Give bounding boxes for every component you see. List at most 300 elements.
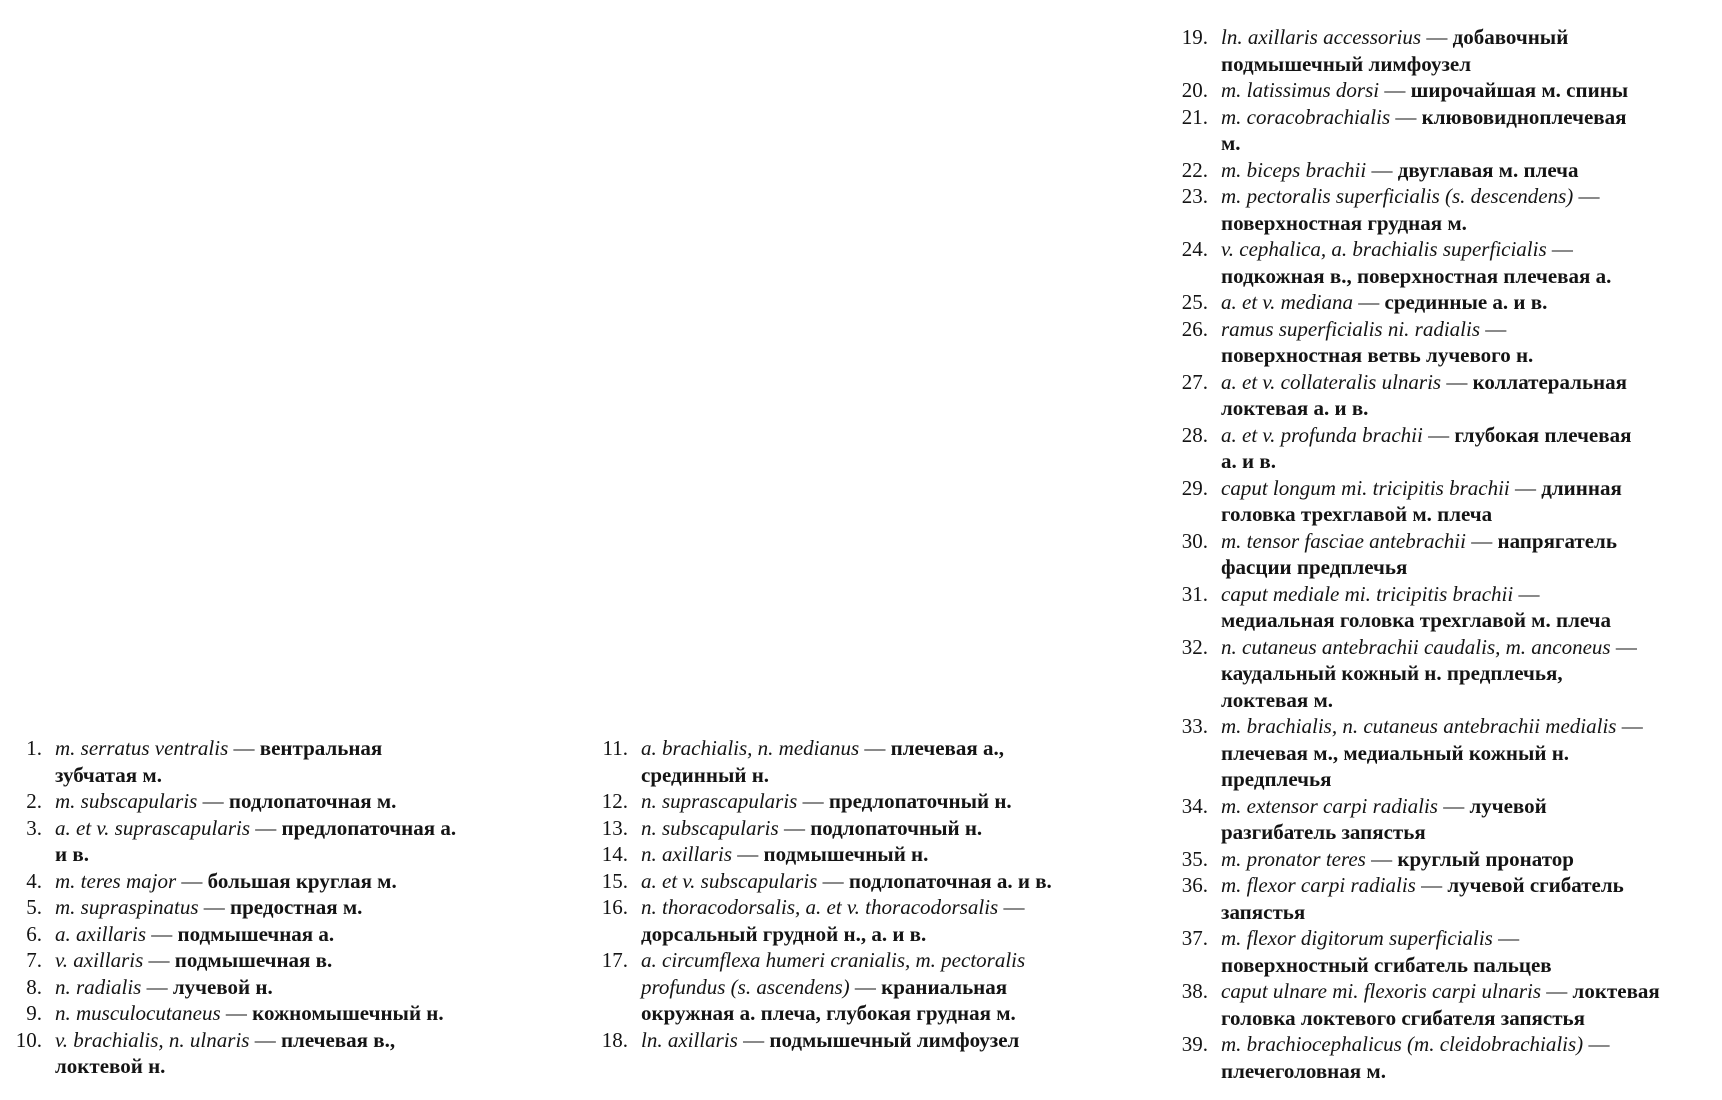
item-number: 19.: [1181, 25, 1208, 49]
item-line: [55, 974, 273, 1001]
item-number: 31.: [1181, 581, 1208, 606]
item-number: 11.: [602, 736, 628, 760]
russian-term: подмышечная а.: [177, 921, 335, 946]
item-body: [1221, 713, 1643, 793]
latin-term: a. brachialis, n. medianus: [641, 736, 860, 760]
latin-term: m. latissimus dorsi: [1221, 78, 1380, 102]
russian-term: локтевой н.: [55, 1054, 166, 1078]
legend-column-3: [1170, 24, 1722, 1084]
dash-separator: —: [1578, 184, 1600, 208]
item-line: [1221, 952, 1552, 979]
item-line: [55, 1053, 395, 1080]
latin-term: m. teres major: [55, 868, 177, 893]
legend-item: [1170, 634, 1722, 714]
item-body: [1221, 581, 1611, 634]
latin-term: m. extensor carpi radialis: [1221, 793, 1438, 818]
item-number: 14.: [601, 842, 628, 866]
dash-separator: —: [1621, 714, 1643, 738]
latin-term: n. thoracodorsalis, a. et v. thoracodorsalis: [641, 895, 999, 919]
item-line: [55, 735, 382, 762]
legend-item: [4, 974, 524, 1001]
item-number: 28.: [1181, 422, 1208, 447]
russian-term: лучевой н.: [172, 974, 273, 999]
latin-term: m. biceps brachii: [1221, 157, 1367, 182]
legend-item: [1170, 475, 1722, 528]
item-body: [55, 894, 362, 921]
legend-column-1: [4, 735, 524, 1080]
dash-separator: —: [146, 974, 168, 999]
legend-item: [590, 788, 1060, 815]
dash-separator: —: [1518, 581, 1540, 606]
dash-separator: —: [1546, 979, 1568, 1003]
legend-item: [4, 1027, 524, 1080]
item-number: 9.: [26, 1001, 42, 1025]
legend-item: [1170, 77, 1722, 104]
item-line: [641, 921, 1024, 948]
legend-item: [1170, 236, 1722, 289]
dash-separator: —: [1428, 422, 1450, 447]
item-line: [1221, 422, 1631, 449]
item-body: [1221, 157, 1579, 184]
item-line: [641, 947, 1025, 974]
item-body: [1221, 634, 1637, 714]
item-body: [641, 947, 1025, 1027]
item-line: [1221, 581, 1611, 608]
item-body: [1221, 528, 1617, 581]
item-line: [641, 894, 1024, 921]
item-body: [55, 1000, 444, 1027]
item-line: [641, 1027, 1019, 1054]
latin-term: profundus (s. ascendens): [641, 974, 850, 999]
legend-item: [4, 735, 524, 788]
item-number: 30.: [1181, 528, 1208, 553]
item-line: [1221, 157, 1579, 184]
item-number: 27.: [1181, 369, 1208, 394]
item-number: 21.: [1181, 104, 1208, 129]
dash-separator: —: [1421, 873, 1443, 897]
latin-term: v. cephalica, a. brachialis superficialis: [1221, 237, 1547, 261]
item-line: [1221, 925, 1552, 952]
latin-term: ramus superficialis ni. radialis: [1221, 316, 1481, 341]
item-line: [55, 947, 332, 974]
item-body: [1221, 1031, 1609, 1084]
russian-term: и в.: [55, 842, 89, 866]
russian-term: коллатеральная: [1472, 369, 1628, 394]
item-line: [1221, 236, 1611, 263]
item-line: [1221, 528, 1617, 555]
item-line: [55, 921, 334, 948]
item-body: [641, 815, 982, 842]
latin-term: a. axillaris: [55, 921, 147, 946]
item-line: [641, 841, 928, 868]
item-body: [641, 894, 1024, 947]
latin-term: m. serratus ventralis: [55, 736, 229, 760]
russian-term: кожномышечный н.: [252, 1001, 444, 1025]
item-number: 36.: [1181, 873, 1208, 897]
item-line: [1221, 24, 1568, 51]
russian-term: подмышечный н.: [763, 842, 929, 866]
dash-separator: —: [864, 736, 886, 760]
russian-term: локтевая: [1572, 979, 1660, 1003]
item-body: [1221, 183, 1600, 236]
item-body: [1221, 475, 1622, 528]
item-line: [1221, 342, 1533, 369]
legend-item: [1170, 925, 1722, 978]
item-line: [1221, 978, 1660, 1005]
item-body: [55, 788, 396, 815]
item-line: [641, 735, 1004, 762]
dash-separator: —: [202, 789, 224, 813]
legend-item: [1170, 713, 1722, 793]
item-body: [55, 1027, 395, 1080]
latin-term: m. subscapularis: [55, 789, 198, 813]
russian-term: фасции предплечья: [1221, 555, 1408, 579]
dash-separator: —: [1003, 895, 1025, 919]
item-line: [1221, 713, 1643, 740]
legend-item: [4, 947, 524, 974]
legend-item: [1170, 1031, 1722, 1084]
russian-term: каудальный кожный н. предплечья,: [1221, 661, 1563, 685]
item-body: [55, 815, 456, 868]
dash-separator: —: [1615, 634, 1637, 659]
item-line: [1221, 369, 1627, 396]
russian-term: зубчатая м.: [55, 762, 162, 787]
latin-term: caput mediale mi. tricipitis brachii: [1221, 581, 1514, 606]
item-line: [1221, 130, 1626, 157]
russian-term: широчайшая м. спины: [1410, 78, 1629, 102]
russian-term: дорсальный грудной н., а. и в.: [641, 921, 927, 946]
item-number: 7.: [26, 948, 42, 972]
russian-term: краниальная: [881, 974, 1008, 999]
russian-term: подмышечный лимфоузел: [769, 1027, 1020, 1052]
russian-term: локтевая м.: [1221, 687, 1334, 712]
dash-separator: —: [255, 815, 277, 840]
legend-item: [1170, 846, 1722, 873]
latin-term: m. flexor digitorum superficialis: [1221, 926, 1493, 950]
latin-term: a. et v. collateralis ulnaris: [1221, 369, 1442, 394]
item-line: [1221, 395, 1627, 422]
item-line: [641, 1000, 1025, 1027]
item-number: 16.: [601, 895, 628, 919]
russian-term: двуглавая м. плеча: [1397, 157, 1579, 182]
item-body: [1221, 978, 1660, 1031]
item-line: [641, 762, 1004, 789]
item-body: [1221, 236, 1611, 289]
legend-item: [4, 1000, 524, 1027]
legend-item: [590, 894, 1060, 947]
dash-separator: —: [1384, 78, 1406, 102]
item-body: [1221, 872, 1624, 925]
legend-item: [590, 1027, 1060, 1054]
item-line: [1221, 899, 1624, 926]
russian-term: подлопаточный н.: [810, 815, 983, 840]
dash-separator: —: [1588, 1032, 1610, 1056]
item-line: [641, 974, 1025, 1001]
item-line: [55, 815, 456, 842]
item-number: 17.: [601, 948, 628, 972]
dash-separator: —: [151, 921, 173, 946]
russian-term: подлопаточная а. и в.: [848, 868, 1052, 893]
legend-item: [1170, 581, 1722, 634]
item-line: [1221, 501, 1622, 528]
item-body: [641, 1027, 1019, 1054]
item-line: [1221, 475, 1622, 502]
item-number: 6.: [26, 921, 42, 946]
latin-term: m. brachiocephalicus (m. cleidobrachialis): [1221, 1032, 1584, 1056]
item-body: [1221, 793, 1547, 846]
dash-separator: —: [737, 842, 759, 866]
item-line: [1221, 846, 1574, 873]
dash-separator: —: [1446, 369, 1468, 394]
legend-item: [590, 841, 1060, 868]
item-body: [55, 735, 382, 788]
item-body: [641, 788, 1012, 815]
latin-term: n. cutaneus antebrachii caudalis, m. anconeus: [1221, 634, 1611, 659]
item-number: 24.: [1181, 237, 1208, 261]
legend-item: [1170, 528, 1722, 581]
legend-item: [4, 894, 524, 921]
item-number: 33.: [1181, 714, 1208, 738]
item-body: [55, 974, 273, 1001]
russian-term: срединные а. и в.: [1384, 290, 1548, 314]
legend-item: [590, 947, 1060, 1027]
legend-item: [1170, 316, 1722, 369]
item-line: [1221, 210, 1600, 237]
russian-term: вентральная: [259, 736, 383, 760]
item-line: [1221, 77, 1628, 104]
item-number: 10.: [15, 1027, 42, 1052]
latin-term: n. axillaris: [641, 842, 733, 866]
dash-separator: —: [148, 948, 170, 972]
dash-separator: —: [1498, 926, 1520, 950]
item-number: 25.: [1181, 290, 1208, 314]
item-line: [1221, 766, 1643, 793]
dash-separator: —: [1443, 793, 1465, 818]
latin-term: caput longum mi. tricipitis brachii: [1221, 475, 1510, 500]
item-line: [55, 1027, 395, 1054]
item-body: [641, 868, 1052, 895]
legend-item: [1170, 104, 1722, 157]
dash-separator: —: [233, 736, 255, 760]
russian-term: плечевая м., медиальный кожный н.: [1221, 740, 1570, 765]
legend-item: [1170, 793, 1722, 846]
item-number: 12.: [601, 789, 628, 813]
russian-term: локтевая а. и в.: [1221, 396, 1369, 420]
item-number: 4.: [26, 868, 42, 893]
dash-separator: —: [743, 1027, 765, 1052]
item-number: 26.: [1181, 316, 1208, 341]
item-line: [641, 788, 1012, 815]
item-line: [1221, 740, 1643, 767]
latin-term: m. pronator teres: [1221, 846, 1366, 871]
legend-item: [1170, 978, 1722, 1031]
russian-term: клювовидноплечевая: [1421, 104, 1627, 129]
dash-separator: —: [1551, 237, 1573, 261]
item-number: 20.: [1181, 78, 1208, 102]
russian-term: плечевая в.,: [280, 1027, 396, 1052]
legend-item: [590, 868, 1060, 895]
item-number: 5.: [26, 895, 42, 919]
item-number: 23.: [1181, 184, 1208, 208]
item-line: [55, 868, 397, 895]
item-number: 2.: [26, 789, 42, 813]
dash-separator: —: [203, 895, 225, 919]
item-line: [1221, 819, 1547, 846]
legend-item: [4, 921, 524, 948]
legend-item: [1170, 24, 1722, 77]
russian-term: предплечья: [1221, 767, 1332, 791]
dash-separator: —: [783, 815, 805, 840]
latin-term: m. pectoralis superficialis (s. descendens): [1221, 184, 1574, 208]
item-number: 18.: [601, 1027, 628, 1052]
legend-item: [4, 788, 524, 815]
item-number: 35.: [1181, 846, 1208, 871]
dash-separator: —: [225, 1001, 247, 1025]
russian-term: медиальная головка трехглавой м. плеча: [1221, 608, 1611, 632]
latin-term: v. brachialis, n. ulnaris: [55, 1027, 250, 1052]
latin-term: n. suprascapularis: [641, 789, 798, 813]
item-line: [1221, 1005, 1660, 1032]
item-line: [1221, 51, 1568, 78]
latin-term: m. supraspinatus: [55, 895, 199, 919]
dash-separator: —: [1515, 475, 1536, 500]
item-number: 8.: [26, 974, 42, 999]
dash-separator: —: [181, 868, 203, 893]
item-body: [55, 921, 334, 948]
latin-term: m. flexor carpi radialis: [1221, 873, 1416, 897]
latin-term: n. musculocutaneus: [55, 1001, 221, 1025]
item-number: 22.: [1181, 157, 1208, 182]
latin-term: v. axillaris: [55, 948, 144, 972]
russian-term: лучевой сгибатель: [1447, 873, 1624, 897]
legend-item: [1170, 183, 1722, 236]
dash-separator: —: [802, 789, 824, 813]
russian-term: предлопаточная а.: [281, 815, 457, 840]
item-number: 34.: [1181, 793, 1208, 818]
dash-separator: —: [1371, 157, 1393, 182]
russian-term: подкожная в., поверхностная плечевая а.: [1221, 263, 1612, 288]
item-line: [1221, 554, 1617, 581]
item-line: [55, 788, 396, 815]
dash-separator: —: [1371, 846, 1393, 871]
dash-separator: —: [1358, 290, 1380, 314]
legend-item: [1170, 157, 1722, 184]
russian-term: лучевой: [1469, 793, 1547, 818]
item-body: [1221, 422, 1631, 475]
item-line: [1221, 448, 1631, 475]
russian-term: предостная м.: [230, 895, 363, 919]
dash-separator: —: [854, 974, 876, 999]
russian-term: окружная а. плеча, глубокая грудная м.: [641, 1001, 1016, 1025]
item-line: [55, 894, 362, 921]
russian-term: подмышечная в.: [174, 948, 333, 972]
latin-term: a. et v. subscapularis: [641, 868, 818, 893]
latin-term: a. et v. mediana: [1221, 290, 1353, 314]
russian-term: плечевая а.,: [890, 736, 1004, 760]
item-number: 38.: [1181, 979, 1208, 1003]
item-body: [1221, 24, 1568, 77]
legend-item: [590, 815, 1060, 842]
russian-term: а. и в.: [1221, 449, 1276, 473]
item-number: 15.: [601, 868, 628, 893]
russian-term: плечеголовная м.: [1221, 1058, 1386, 1083]
latin-term: m. tensor fasciae antebrachii: [1221, 528, 1466, 553]
item-line: [641, 868, 1052, 895]
legend-item: [1170, 872, 1722, 925]
russian-term: срединный н.: [641, 762, 770, 787]
item-line: [55, 762, 382, 789]
item-body: [1221, 925, 1552, 978]
item-line: [1221, 687, 1637, 714]
item-body: [55, 868, 397, 895]
item-line: [1221, 263, 1611, 290]
item-line: [1221, 872, 1624, 899]
russian-term: головка локтевого сгибателя запястья: [1221, 1005, 1586, 1030]
item-number: 1.: [26, 736, 42, 760]
russian-term: поверхностный сгибатель пальцев: [1221, 952, 1552, 977]
item-body: [1221, 104, 1626, 157]
item-body: [1221, 369, 1627, 422]
item-number: 13.: [601, 815, 628, 840]
legend-item: [1170, 369, 1722, 422]
latin-term: n. subscapularis: [641, 815, 779, 840]
item-line: [1221, 183, 1600, 210]
russian-term: поверхностная грудная м.: [1221, 210, 1467, 235]
item-body: [1221, 316, 1533, 369]
legend-item: [590, 735, 1060, 788]
latin-term: m. brachialis, n. cutaneus antebrachii medialis: [1221, 714, 1617, 738]
russian-term: длинная: [1541, 475, 1622, 500]
russian-term: поверхностная ветвь лучевого н.: [1221, 343, 1534, 367]
item-line: [55, 841, 456, 868]
item-number: 39.: [1181, 1032, 1208, 1056]
latin-term: n. radialis: [55, 974, 142, 999]
legend-item: [4, 815, 524, 868]
item-number: 3.: [26, 815, 42, 840]
item-line: [1221, 316, 1533, 343]
legend-item: [1170, 422, 1722, 475]
russian-term: подмышечный лимфоузел: [1221, 51, 1471, 76]
item-line: [1221, 793, 1547, 820]
item-line: [55, 1000, 444, 1027]
legend-item: [1170, 289, 1722, 316]
russian-term: напрягатель: [1497, 528, 1617, 553]
item-line: [1221, 289, 1547, 316]
item-line: [1221, 1031, 1609, 1058]
legend-item: [4, 868, 524, 895]
item-body: [1221, 846, 1574, 873]
item-line: [1221, 660, 1637, 687]
latin-term: ln. axillaris accessorius: [1221, 25, 1422, 49]
russian-term: подлопаточная м.: [228, 789, 397, 813]
russian-term: м.: [1221, 131, 1241, 155]
russian-term: предлопаточный н.: [828, 789, 1012, 813]
latin-term: caput ulnare mi. flexoris carpi ulnaris: [1221, 979, 1542, 1003]
item-line: [1221, 104, 1626, 131]
dash-separator: —: [1471, 528, 1493, 553]
russian-term: глубокая плечевая: [1454, 422, 1632, 447]
dash-separator: —: [1426, 25, 1448, 49]
russian-term: запястья: [1221, 899, 1306, 924]
latin-term: ln. axillaris: [641, 1027, 738, 1052]
item-number: 32.: [1181, 634, 1208, 659]
latin-term: a. et v. suprascapularis: [55, 815, 251, 840]
russian-term: круглый пронатор: [1397, 846, 1574, 871]
legend-column-2: [590, 735, 1060, 1053]
dash-separator: —: [1395, 104, 1417, 129]
item-line: [641, 815, 982, 842]
dash-separator: —: [1485, 316, 1507, 341]
